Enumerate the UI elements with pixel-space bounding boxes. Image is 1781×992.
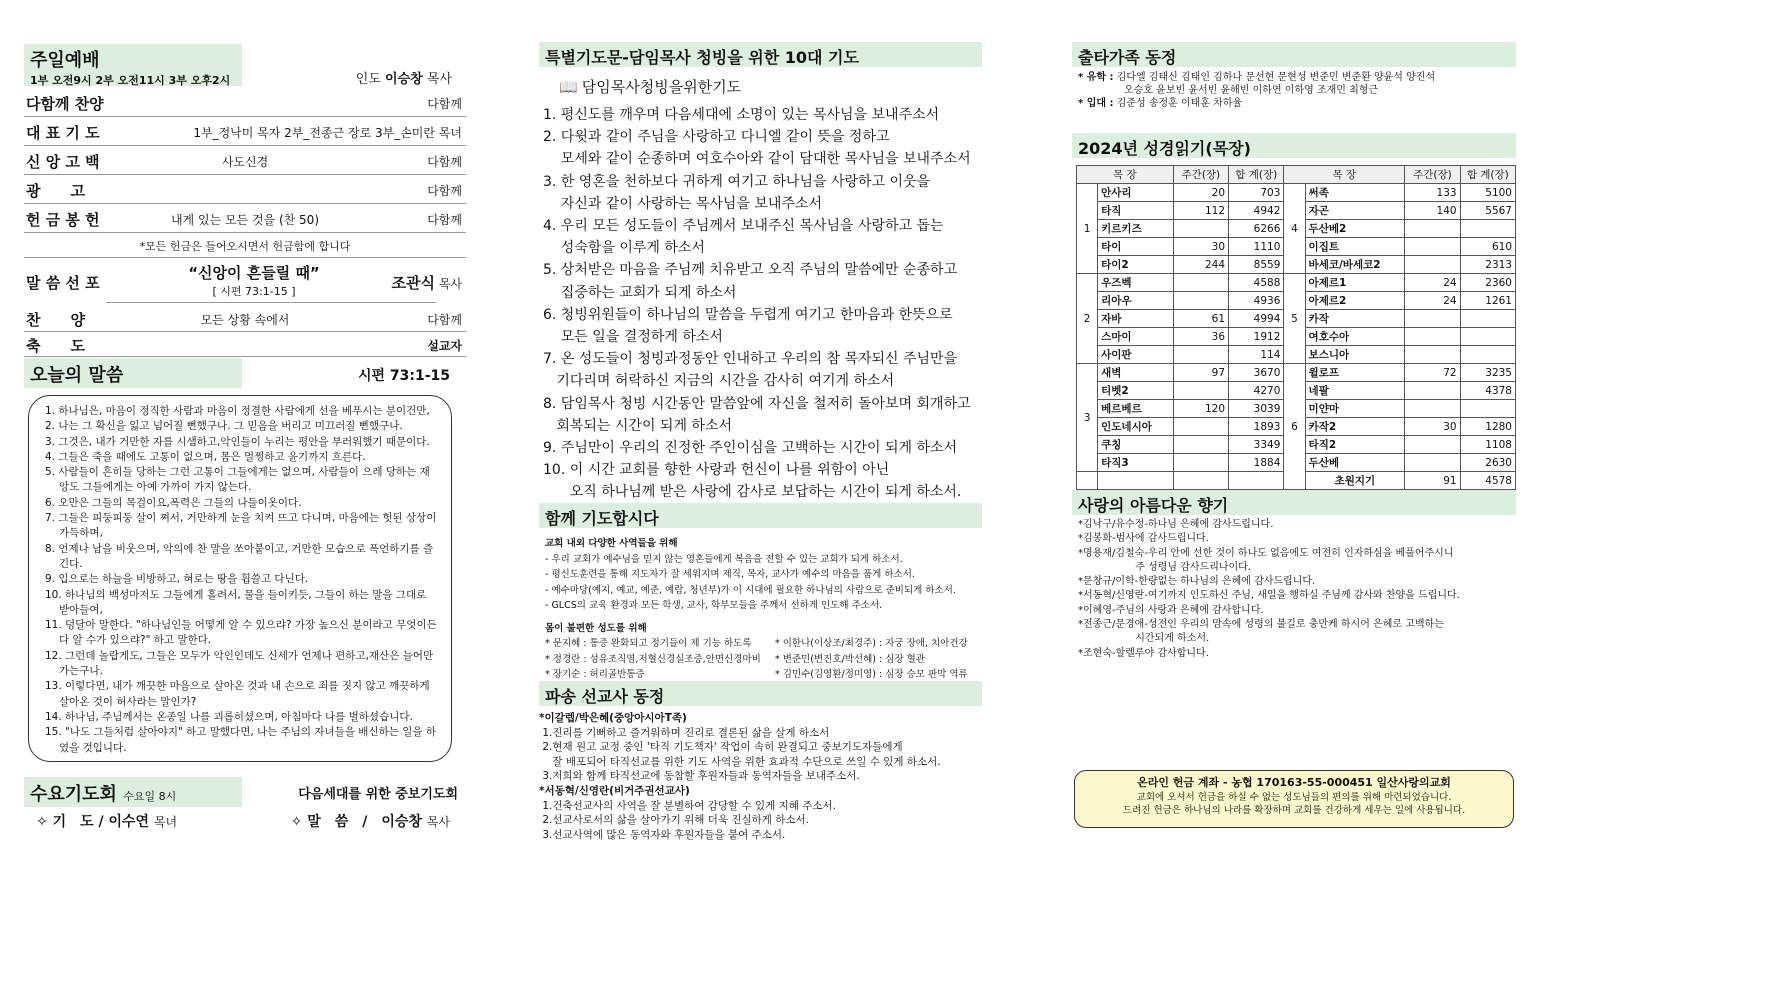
sick-head: 몸이 불편한 성도를 위해 — [545, 622, 647, 634]
group-name: 카작 — [1305, 310, 1405, 328]
bible-col-header: 목 장 — [1077, 166, 1174, 184]
order-row: 광 고 다함께 — [24, 175, 466, 204]
prayer-line: 5. 상처받은 마음을 주님께 치유받고 오직 주님의 말씀에만 순종하고 — [543, 262, 958, 279]
group-name: 새벽 — [1098, 364, 1174, 382]
weekly-chapters: 30 — [1173, 238, 1228, 256]
total-chapters: 4994 — [1229, 310, 1284, 328]
total-chapters: 4588 — [1229, 274, 1284, 292]
group-name: 리아우 — [1098, 292, 1174, 310]
love-line: *전종근/문경애-성전인 우리의 맘속에 성령의 불길로 충만케 하시어 은혜로 고백하는 — [1078, 619, 1444, 631]
bible-header-row — [1077, 166, 1516, 184]
empty-cell — [1077, 472, 1098, 490]
group-name: 여호수아 — [1305, 328, 1405, 346]
weekly-chapters: 61 — [1173, 310, 1228, 328]
news-column — [1072, 0, 1516, 992]
sermon-row: 말 씀 선 포 “신앙이 흔들릴 때” [ 시편 73:1-15 ] 조관식 목사 — [26, 264, 462, 298]
group-name: 바세코/바세코2 — [1305, 256, 1405, 274]
total-chapters: 3235 — [1460, 364, 1515, 382]
order-row: 찬 양 모든 상황 속에서 다함께 — [24, 305, 466, 332]
total-chapters: 8559 — [1229, 256, 1284, 274]
mission-line: 2.현재 원고 교정 중인 '타직 기도책자' 작업이 속히 완결되고 중보기도자들에게 — [539, 741, 903, 754]
total-chapters — [1460, 400, 1515, 418]
weekly-chapters: 91 — [1405, 472, 1460, 490]
wed-header: 수요기도회 수요일 8시 — [24, 777, 242, 807]
group-name: 이집트 — [1305, 238, 1405, 256]
weekly-chapters — [1173, 454, 1228, 472]
verses-box — [28, 395, 452, 762]
weekly-chapters — [1405, 310, 1460, 328]
mission-line: 3.저희와 함께 타직선교에 동참할 후원자들과 동역자들을 보내주소서. — [539, 770, 860, 783]
total-chapters: 1280 — [1460, 418, 1515, 436]
verse-item: 7. 그들은 피둥피둥 살이 쪄서, 거만하게 눈을 치켜 뜨고 다니며, 마음에는 헛된 상상이 가득하며, — [45, 512, 437, 540]
order-row: 대 표 기 도 1부_정낙미 목자 2부_전종근 장로 3부_손미란 목녀 — [24, 117, 466, 146]
prayer-line: 회복되는 시간이 되게 하소서 — [543, 417, 732, 434]
worship-column — [24, 0, 466, 992]
prayer-line: 2. 다윗과 같이 주님을 사랑하고 다니엘 같이 뜻을 정하고 — [543, 129, 890, 146]
table-row — [1077, 184, 1516, 202]
group-name: 우즈벡 — [1098, 274, 1174, 292]
verse-list — [45, 404, 439, 756]
prayer-line: 4. 우리 모든 성도들이 주님께서 보내주신 목사님을 사랑하고 돕는 — [543, 218, 944, 235]
bible-col-header: 주간(장) — [1405, 166, 1460, 184]
bible-col-header: 주간(장) — [1173, 166, 1228, 184]
love-line: *김봉화-범사에 감사드립니다. — [1078, 533, 1209, 545]
group-name: 아제르1 — [1305, 274, 1405, 292]
total-chapters — [1460, 328, 1515, 346]
weekly-chapters: 112 — [1173, 202, 1228, 220]
sick-item: * 문지혜 : 통증 완화되고 정기들이 제 기능 하도록 — [545, 638, 752, 649]
verse-item: 8. 언제나 남을 비웃으며, 악의에 찬 말을 쏘아붙이고, 거만한 모습으로 폭언하기를 즐긴다. — [45, 542, 434, 570]
mission-header: 파송 선교사 동정 — [539, 681, 982, 706]
group-name: 네팔 — [1305, 382, 1405, 400]
group-name: 쿠칭 — [1098, 436, 1174, 454]
weekly-chapters: 30 — [1405, 418, 1460, 436]
love-list — [1078, 518, 1516, 661]
bible-col-header: 합 계(장) — [1460, 166, 1515, 184]
group-name: 자바 — [1098, 310, 1174, 328]
group-name: 초원지기 — [1305, 472, 1405, 490]
weekly-chapters — [1173, 292, 1228, 310]
verse-item: 11. 덩달아 말한다. "하나님인들 어떻게 알 수 있으랴? 가장 높으신 분이라고 무엇이든 다 알 수가 있으랴?" 하고 말한다. — [45, 619, 437, 647]
group-name: 자곤 — [1305, 202, 1405, 220]
sermon-title-block — [144, 262, 364, 299]
preacher: 조관식 목사 — [391, 274, 462, 292]
group-name: 베르베르 — [1098, 400, 1174, 418]
total-chapters: 2360 — [1460, 274, 1515, 292]
leader-name: 이승창 — [385, 72, 423, 87]
prayer-line: 성숙함을 이루게 하소서 — [543, 240, 705, 257]
total-chapters: 1110 — [1229, 238, 1284, 256]
mission-list — [539, 711, 982, 842]
sermon-title: “신앙이 흔들릴 때” — [188, 264, 320, 282]
weekly-chapters: 24 — [1405, 274, 1460, 292]
total-chapters: 1261 — [1460, 292, 1515, 310]
love-line: *문창규/이학-한량없는 하나님의 은혜에 감사드립니다. — [1078, 576, 1316, 588]
total-chapters: 4378 — [1460, 382, 1515, 400]
verse-item: 13. 이렇다면, 내가 깨끗한 마음으로 살아온 것과 내 손으로 죄를 짓지 않고 깨끗하게 살아온 것이 허사라는 말인가? — [45, 680, 430, 708]
verse-item: 3. 그것은, 내가 거만한 자를 시샘하고,악인들이 누리는 평안을 부러워했기 때문이다. — [45, 435, 430, 448]
prayer-line: 모든 일을 결정하게 하소서 — [543, 329, 723, 346]
together-body — [545, 536, 985, 683]
prayer-line: 모세와 같이 순종하며 여호수아와 같이 담대한 목사님을 보내주소서 — [543, 151, 971, 168]
prayer-line: 집중하는 교회가 되게 하소서 — [543, 284, 737, 301]
wed-prayer: ✧ 기 도 / 이수연 목녀 — [36, 814, 178, 830]
family-header: 출타가족 동정 — [1072, 42, 1516, 67]
empty-cell — [1098, 472, 1174, 490]
prayer-line: 1. 평신도를 깨우며 다음세대에 소명이 있는 목사님을 보내주소서 — [543, 107, 940, 123]
total-chapters: 4936 — [1229, 292, 1284, 310]
verse-item: 1. 하나님은, 마음이 정직한 사람과 마음이 정결한 사람에게 선을 베푸시는 분이건만, — [45, 405, 430, 417]
sick-list — [545, 636, 985, 683]
verse-item: 5. 사람들이 흔히들 당하는 그런 고통이 그들에게는 없으며, 사람들이 으레 당하는 재앙도 그들에게는 아예 가까이 가지 않는다. — [45, 466, 430, 494]
total-chapters: 114 — [1229, 346, 1284, 364]
sick-item: * 정경란 : 섬유조직염,저혈신경실조증,안면신경마비 — [545, 653, 761, 665]
total-chapters: 1884 — [1229, 454, 1284, 472]
total-chapters: 2630 — [1460, 454, 1515, 472]
sermon-ref: [ 시편 73:1-15 ] — [212, 285, 296, 298]
group-name: 써족 — [1305, 184, 1405, 202]
group-name: 두산베2 — [1305, 220, 1405, 238]
group-name: 타이 — [1098, 238, 1174, 256]
weekly-chapters — [1173, 346, 1228, 364]
group-name: 스마이 — [1098, 328, 1174, 346]
bible-col-header: 목 장 — [1284, 166, 1405, 184]
weekly-chapters — [1173, 274, 1228, 292]
verse-item: 9. 입으로는 하늘을 비방하고, 혀로는 땅을 휩쓸고 다닌다. — [45, 573, 309, 586]
group-name: 인도네시아 — [1098, 418, 1174, 436]
church-prayer-item: - 평신도훈련을 통해 지도자가 잘 세워지며 제직, 목자, 교사가 예수의 마음을 품게 하소서. — [545, 569, 915, 580]
verse-item: 4. 그들은 죽을 때에도 고통이 없으며, 몸은 멀쩡하고 윤기까지 흐른다. — [45, 450, 366, 463]
special-prayer-list — [543, 104, 983, 504]
group-name: 카작2 — [1305, 418, 1405, 436]
sick-row — [545, 636, 985, 652]
group-number: 1 — [1077, 184, 1098, 274]
total-chapters: 3349 — [1229, 436, 1284, 454]
total-chapters: 4578 — [1460, 472, 1515, 490]
weekly-chapters — [1405, 400, 1460, 418]
today-word-ref: 시편 73:1-15 — [357, 368, 450, 384]
total-chapters: 6266 — [1229, 220, 1284, 238]
total-chapters — [1460, 346, 1515, 364]
total-chapters: 2313 — [1460, 256, 1515, 274]
total-chapters: 4270 — [1229, 382, 1284, 400]
weekly-chapters: 24 — [1405, 292, 1460, 310]
wed-word: ✧ 말 씀 / 이승창 목사 — [290, 814, 450, 830]
sunday-header — [24, 44, 242, 86]
mission-line: *서동혁/신영란(비거주권선교사) — [539, 784, 690, 797]
weekly-chapters: 97 — [1173, 364, 1228, 382]
verse-item: 2. 나는 그 확신을 잃고 넘어질 뻔했구나. 그 믿음을 버리고 미끄러질 뻔했구나. — [45, 420, 403, 433]
bible-table — [1076, 165, 1516, 490]
sick-item: * 김민수(김영환/정미영) : 심장 승모 판막 역류 — [775, 669, 968, 680]
church-prayer-item: - GLCS의 교육 환경과 모든 학생, 교사, 학부모들을 주께서 선하게 인도해 주소서. — [545, 600, 883, 611]
group-name: 윌로프 — [1305, 364, 1405, 382]
love-header: 사랑의 아름다운 향기 — [1072, 490, 1516, 515]
sunday-title: 주일예배 — [30, 50, 100, 71]
table-row — [1077, 274, 1516, 292]
love-line: *김낙구/유수정-하나님 은혜에 감사드립니다. — [1078, 519, 1274, 530]
sunday-times: 1부 오전9시 2부 오전11시 3부 오후2시 — [30, 74, 231, 87]
online-title: 온라인 헌금 계좌 - 농협 170163-55-000451 일산사랑의교회 — [1137, 776, 1451, 789]
prayer-line: 기다리며 허락하신 지금의 시간을 감사히 여기게 하소서 — [543, 373, 895, 390]
love-line: 주 성령님 감사드리나이다. — [1078, 561, 1252, 573]
love-line: *명용재/김철숙-우리 안에 선한 것이 하나도 없음에도 여전히 인자하심을 베풀어주시니 — [1078, 547, 1454, 559]
church-head: 교회 내외 다양한 사역들을 위해 — [545, 538, 678, 549]
verse-item: 10. 하나님의 백성마저도 그들에게 홀려서, 물을 들이키듯, 그들이 하는 말을 그대로 받아들여, — [45, 588, 427, 616]
weekly-chapters: 133 — [1405, 184, 1460, 202]
church-list — [545, 552, 985, 614]
today-word-header: 오늘의 말씀 — [24, 358, 242, 388]
wed-right-title: 다음세대를 위한 중보기도회 — [298, 787, 458, 802]
weekly-chapters — [1405, 346, 1460, 364]
weekly-chapters — [1173, 418, 1228, 436]
group-name: 사이판 — [1098, 346, 1174, 364]
church-prayer-item: - 우리 교회가 예수님을 믿지 않는 영혼들에게 복음을 전할 수 있는 교회가 되게 하소서. — [545, 553, 903, 565]
weekly-chapters — [1173, 382, 1228, 400]
verse-item: 6. 오만은 그들의 목걸이요,폭력은 그들의 나들이옷이다. — [45, 496, 302, 509]
sick-item: * 장기순 : 허리골반통증 — [545, 669, 645, 680]
weekly-chapters: 244 — [1173, 256, 1228, 274]
empty-cell — [1229, 472, 1284, 490]
love-line: 시간되게 하소서. — [1078, 633, 1210, 645]
group-name: 아제르2 — [1305, 292, 1405, 310]
prayer-line: 10. 이 시간 교회를 향한 사랑과 헌신이 나를 위함이 아닌 — [543, 462, 890, 479]
group-number: 2 — [1077, 274, 1098, 364]
group-name: 키르키즈 — [1098, 220, 1174, 238]
mission-line: 1.진리를 기뻐하고 즐거워하며 진리로 결론된 삶을 살게 하소서 — [539, 726, 830, 739]
weekly-chapters — [1173, 220, 1228, 238]
group-name: 타직 — [1098, 202, 1174, 220]
weekly-chapters — [1405, 328, 1460, 346]
order-row: 다함께 찬양 다함께 — [24, 88, 466, 117]
group-name: 티벳2 — [1098, 382, 1174, 400]
book-icon: 📖 — [559, 78, 578, 96]
love-line: *서동혁/신영란-여기까지 인도하신 주님, 새일을 행하실 주님께 감사와 찬양을 드립니다. — [1078, 590, 1460, 602]
leader: 인도 이승창 목사 — [355, 72, 452, 87]
bible-header: 2024년 성경읽기(목장) — [1072, 133, 1516, 158]
total-chapters: 1912 — [1229, 328, 1284, 346]
group-name: 안사리 — [1098, 184, 1174, 202]
verse-item: 15. "나도 그들처럼 살아야지" 하고 말했다면, 나는 주님의 자녀들을 배신하는 일을 하였을 것입니다. — [45, 726, 436, 754]
together-header: 함께 기도합시다 — [539, 503, 982, 528]
offering-note-row: *모든 헌금은 들어오시면서 헌금함에 합니다 — [24, 233, 466, 258]
sick-row — [545, 652, 985, 668]
prayer-column — [539, 0, 982, 992]
family-body: * 유학 : 김다엘 김태신 김태인 김하나 문선현 문현성 변준민 변준환 양윤석 양진석 오승호 윤보빈 윤서빈 윤해빈 이하연 이하영 조재민 최형근 * 입대 : 김준성 송정훈 이태훈 차하율 — [1078, 72, 1436, 109]
total-chapters: 1893 — [1229, 418, 1284, 436]
weekly-chapters — [1405, 220, 1460, 238]
total-chapters: 3039 — [1229, 400, 1284, 418]
bible-col-header: 합 계(장) — [1229, 166, 1284, 184]
weekly-chapters — [1173, 436, 1228, 454]
weekly-chapters: 140 — [1405, 202, 1460, 220]
mission-line: 1.건축선교사의 사역을 잘 분별하여 감당할 수 있게 지혜 주소서. — [539, 799, 836, 812]
prayer-line: 자신과 같이 사랑하는 목사님을 보내주소서 — [543, 195, 823, 212]
weekly-chapters: 20 — [1173, 184, 1228, 202]
group-name: 타직3 — [1098, 454, 1174, 472]
order-row: 헌 금 봉 헌 내게 있는 모든 것을 (찬 50) 다함께 — [24, 204, 466, 233]
love-line: *이혜영-주님의 사랑과 은혜에 감사합니다. — [1078, 604, 1264, 616]
group-name: 미얀마 — [1305, 400, 1405, 418]
group-number: 5 — [1284, 274, 1305, 364]
total-chapters: 1108 — [1460, 436, 1515, 454]
sick-item: * 이한나(이상조/최경주) : 자궁 장애, 치아건강 — [775, 638, 968, 649]
order-row: 축 도 설교자 — [24, 332, 466, 357]
weekly-chapters — [1405, 256, 1460, 274]
weekly-chapters: 120 — [1173, 400, 1228, 418]
online-offering-box: 온라인 헌금 계좌 - 농협 170163-55-000451 일산사랑의교회 교회에 오셔서 헌금을 하실 수 없는 성도님들의 편의를 위해 마련되었습니다. 드려진 헌금은 하나님의 나라를 확장하며 교회를 건강하게 세우는 일에 사용됩니다. — [1074, 770, 1514, 828]
special-header: 특별기도문-담임목사 청빙을 위한 10대 기도 — [539, 42, 982, 67]
group-name: 두산베 — [1305, 454, 1405, 472]
total-chapters: 3670 — [1229, 364, 1284, 382]
weekly-chapters — [1405, 436, 1460, 454]
total-chapters: 5567 — [1460, 202, 1515, 220]
sick-item: * 변준민(변진호/박선혜) : 심장 혈관 — [775, 653, 925, 665]
group-name: 타이2 — [1098, 256, 1174, 274]
group-name: 타직2 — [1305, 436, 1405, 454]
prayer-line: 3. 한 영혼을 천하보다 귀하게 여기고 하나님을 사랑하고 이웃을 — [543, 173, 931, 190]
weekly-chapters — [1405, 454, 1460, 472]
prayer-line: 7. 온 성도들이 청빙과정동안 인내하고 우리의 참 목자되신 주님만을 — [543, 351, 958, 368]
prayer-line: 오직 하나님께 받은 사랑에 감사로 보답하는 시간이 되게 하소서. — [543, 484, 962, 501]
church-prayer-item: - 예수마당(예지, 예교, 예준, 예람, 청년부)가 이 시대에 필요한 하나님의 사람으로 준비되게 하소서. — [545, 584, 956, 596]
group-number: 4 — [1284, 184, 1305, 274]
verse-item: 12. 그런데 놀랍게도, 그들은 모두가 악인인데도 신세가 언제나 편하고,재산은 늘어만 가는구나. — [45, 649, 434, 678]
prayer-line: 6. 청빙위원들이 하나님의 말씀을 두렵게 여기고 한마음과 한뜻으로 — [543, 306, 953, 323]
total-chapters — [1460, 310, 1515, 328]
weekly-chapters — [1405, 382, 1460, 400]
total-chapters: 5100 — [1460, 184, 1515, 202]
mission-line: 2.선교사로서의 삶을 살아가기 위해 더욱 진실하게 하소서. — [539, 814, 810, 827]
prayer-line: 8. 담임목사 청빙 시간동안 말씀앞에 자신을 철저히 돌아보며 회개하고 — [543, 395, 971, 412]
special-subtitle: 📖 담임목사청빙을위한기도 — [559, 78, 742, 96]
weekly-chapters: 72 — [1405, 364, 1460, 382]
weekly-chapters — [1405, 238, 1460, 256]
total-chapters: 4942 — [1229, 202, 1284, 220]
love-line: *조현숙-할렐루야 감사합니다. — [1078, 647, 1209, 659]
verse-item: 14. 하나님, 주님께서는 온종일 나를 괴롭히셨으며, 아침마다 나를 벌하셨습니다. — [45, 710, 413, 723]
weekly-chapters: 36 — [1173, 328, 1228, 346]
empty-cell — [1173, 472, 1228, 490]
total-chapters: 703 — [1229, 184, 1284, 202]
order-row: 신 앙 고 백 사도신경 다함께 — [24, 146, 466, 175]
mission-line: 3.선교사역에 많은 동역자와 후원자들을 붙여 주소서. — [539, 828, 786, 841]
total-chapters — [1460, 220, 1515, 238]
group-number: 3 — [1077, 364, 1098, 472]
table-row — [1077, 364, 1516, 382]
group-name: 보스니아 — [1305, 346, 1405, 364]
mission-line: 잘 배포되어 타직선교를 위한 기도 사역을 위한 효과적 수단으로 쓰일 수 있게 하소서. — [539, 755, 941, 768]
total-chapters: 610 — [1460, 238, 1515, 256]
prayer-line: 9. 주님만이 우리의 진정한 주인이심을 고백하는 시간이 되게 하소서 — [543, 440, 958, 457]
mission-line: *이갈렙/박은혜(중앙아시아T족) — [539, 712, 687, 724]
group-number: 6 — [1284, 364, 1305, 490]
